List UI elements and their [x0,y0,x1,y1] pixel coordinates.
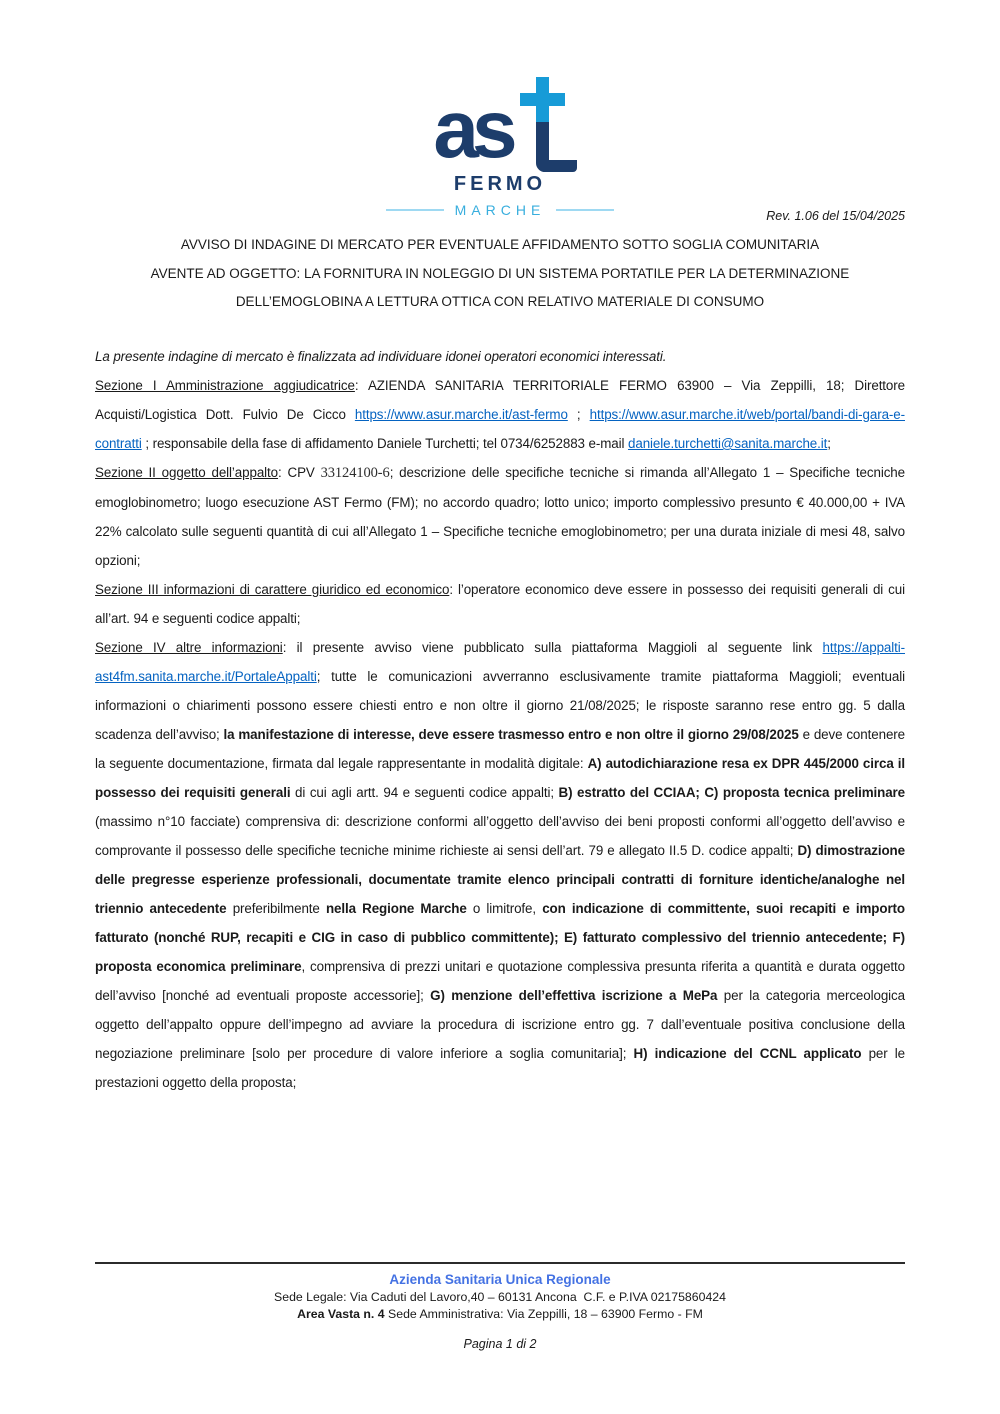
text-run: : il presente avviso viene pubblicato sulla piattaforma Maggioli al seguente link [282,640,823,655]
paragraph [95,342,905,371]
footer-admin-address [95,1306,905,1323]
text-run: B) estratto del CCIAA; C) proposta tecnica preliminare [558,785,906,800]
logo-region-text: MARCHE [454,202,546,218]
page-footer [95,1262,905,1323]
text-run: A) autodichiarazione resa ex DPR 445/2000 circa il possesso dei requisiti generali [95,756,909,800]
text-run: ; [567,407,590,422]
title-line-1: AVVISO DI INDAGINE DI MERCATO PER EVENTUALE AFFIDAMENTO SOTTO SOGLIA COMUNITARIA [180,237,820,252]
hyperlink[interactable]: daniele.turchetti@sanita.marche.it [628,436,828,451]
footer-area-vasta-label: Area Vasta n. 4 [297,1307,385,1321]
text-run: ; descrizione delle specifiche tecniche si rimanda all’Allegato 1 – Specifiche tecniche emoglobinometro; luogo esecuzione AST Fermo (FM); no accordo quadro; lotto unico; importo complessivo presunto € 40.000,00 + IVA 22% calcolato sulle seguenti quantità di cui all’Allegato 1 – Specifiche tecniche emoglobinometro; per una durata iniziale di mesi 48, salvo opzioni; [95,465,909,568]
logo-city-label: FERMO [453,173,547,195]
text-run: di cui agli artt. 94 e seguenti codice appalti; [290,785,559,800]
document-body [95,342,909,1097]
logo-rule-right [556,209,614,211]
ast-fermo-logo [0,80,1000,218]
text-run: Sezione IV altre informazioni [95,640,283,655]
paragraph [95,371,908,458]
text-run: : CPV [278,465,321,480]
text-run: Sezione II oggetto dell’appalto [95,465,279,480]
paragraph [95,633,909,1097]
text-run: Sezione I Amministrazione aggiudicatrice [95,378,355,393]
hyperlink[interactable]: https://www.asur.marche.it/ast-fermo [354,407,568,422]
text-run: la manifestazione di interesse, deve essere trasmesso entro e non oltre il giorno 29/08/2025 [223,727,799,742]
text-run: 33124100-6 [320,465,390,481]
footer-admin-address-text: Sede Amministrativa: Via Zeppilli, 18 – 63900 Fermo - FM [384,1307,703,1321]
page-number: Pagina 1 di 2 [463,1337,537,1351]
text-run: La presente indagine di mercato è finalizzata ad individuare idonei operatori economici interessati. [95,349,667,364]
text-run: : l’operatore economico deve essere in possesso dei requisiti generali di cui all’art. 94 e seguenti codice appalti; [95,582,909,626]
text-run: con indicazione di committente, suoi recapiti e importo fatturato (nonché RUP, recapiti e CIG in caso di pubblico committente); E) fatturato complessivo del triennio antecedente; F) proposta economica preliminare [95,901,909,974]
text-run: G) menzione dell’effettiva iscrizione a MePa [430,988,718,1003]
text-run: H) indicazione del CCNL applicato [633,1046,862,1061]
hyperlink[interactable]: https://www.asur.marche.it/web/portal/bandi-di-gara-e-contratti [95,407,905,451]
footer-legal-address: Sede Legale: Via Caduti del Lavoro,40 – 60131 Ancona C.F. e P.IVA 02175860424 [274,1290,726,1304]
text-run: o limitrofe, [466,901,543,916]
hyperlink[interactable]: https://appalti-ast4fm.sanita.marche.it/PortaleAppalti [95,640,905,684]
revision-line: Rev. 1.06 del 15/04/2025 [766,209,905,223]
text-run: ; responsabile della fase di affidamento Daniele Turchetti; tel 0734/6252883 e-mail [141,436,629,451]
title-line-3: DELL’EMOGLOBINA A LETTURA OTTICA CON RELATIVO MATERIALE DI CONSUMO [235,294,765,309]
title-line-2: AVENTE AD OGGETTO: LA FORNITURA IN NOLEGGIO DI UN SISTEMA PORTATILE PER LA DETERMINAZIONE [150,265,850,281]
paragraph [95,458,909,575]
text-run: ; tutte le comunicazioni avverranno esclusivamente tramite piattaforma Maggioli; eventuali informazioni o chiarimenti possono essere chiesti entro e non oltre il giorno 21/08/2025; le risposte saranno rese entro gg. 5 dalla scadenza dell’avviso; [95,669,909,742]
paragraph [95,575,909,633]
text-run: Sezione III informazioni di carattere giuridico ed economico [95,582,450,597]
text-run: (massimo n°10 facciate) comprensiva di: descrizione conformi all’oggetto dell’avviso dei beni proposti conformi all’oggetto dell’avviso e comprovante il possesso delle specifiche tecniche minime richieste ai sensi dell’art. 79 e allegato II.5 D. codice appalti; [95,785,909,858]
logo-t-plus-icon [519,76,567,164]
logo-rule-left [386,209,444,211]
logo-wordmark-letters: as [433,84,511,176]
text-run: nella Regione Marche [325,901,467,916]
text-run: per la categoria merceologica oggetto dell’appalto oppure dell’impegno ad avviare la procedura di iscrizione entro gg. 7 dall’eventuale positiva conclusione della negoziazione preliminare [solo per procedure di valore inferiore a soglia comunitaria]; [95,988,909,1061]
text-run: D) dimostrazione delle pregresse esperienze professionali, documentate tramite elenco principali contratti di forniture identiche/analoghe nel triennio antecedente [95,843,909,916]
logo-region-label [386,202,615,218]
text-run: e deve contenere la seguente documentazione, firmata dal legale rappresentante in modalità digitale: [95,727,909,771]
logo-wordmark [433,80,566,176]
text-run: per le prestazioni oggetto della proposta; [95,1046,909,1090]
document-title [80,231,920,317]
text-run: ; [827,436,831,451]
plus-icon [536,77,549,122]
footer-organization: Azienda Sanitaria Unica Regionale [389,1272,611,1287]
text-run: : AZIENDA SANITARIA TERRITORIALE FERMO 63900 – Via Zeppilli, 18; Direttore Acquisti/Logistica Dott. Fulvio De Cicco [95,378,908,422]
text-run: preferibilmente [226,901,326,916]
text-run: , comprensiva di prezzi unitari e quotazione complessiva presunta riferita a quantità e durata oggetto dell’avviso [nonché ad eventuali proposte accessorie]; [95,959,909,1003]
